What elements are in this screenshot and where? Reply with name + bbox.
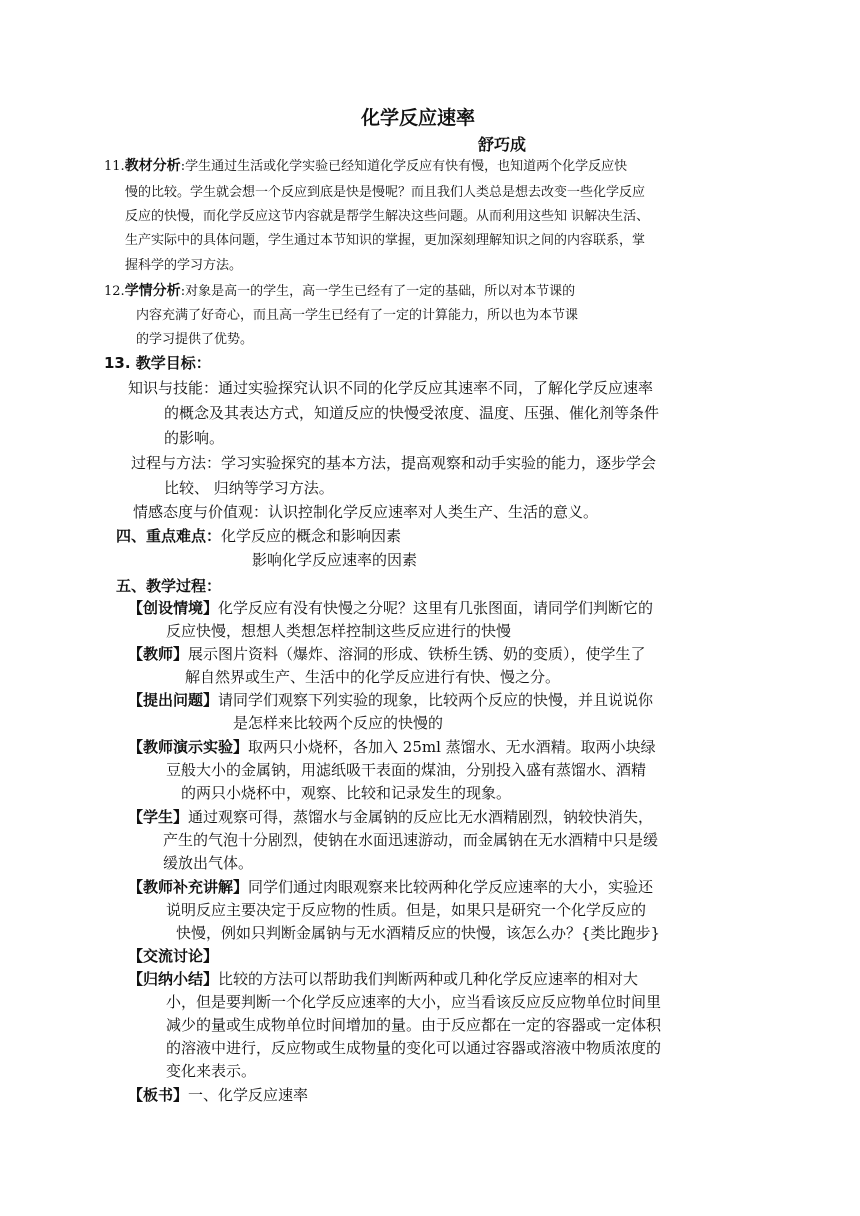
block-summary-line-1 [128,968,638,991]
block-demo-line-3: 的两只小烧杯中，观察、比较和记录发生的现象。 [181,784,512,802]
block-board-tag: 【板书】 [128,1086,189,1104]
block-demo-tag: 【教师演示实验】 [128,738,249,756]
block-demo-text: 取两只小烧杯，各加入 25ml 蒸馏水、无水酒精。取两小块绿 [248,738,656,756]
block-student-line-3: 缓放出气体。 [163,854,254,872]
section-12-number: 12. [104,284,125,299]
block-student-tag: 【学生】 [128,808,189,826]
block-board-text: 一、化学反应速率 [188,1086,309,1104]
section-4-line-2: 影响化学反应速率的因素 [252,551,418,569]
section-11-line-1 [104,156,627,177]
section-12-line-3: 的学习提供了优势。 [136,332,254,347]
section-13-line-6: 情感态度与价值观：认识控制化学反应速率对人类生产、生活的意义。 [133,503,599,521]
block-question-line-2: 是怎样来比较两个反应的快慢的 [233,714,444,732]
block-explain-tag: 【教师补充讲解】 [128,878,249,896]
section-11-text: :学生通过生活或化学实验已经知道化学反应有快有慢，也知道两个化学反应快 [180,159,628,174]
block-summary-tag: 【归纳小结】 [128,970,219,988]
section-11-line-5: 握科学的学习方法。 [125,258,243,273]
block-summary-line-2: 小，但是要判断一个化学反应速率的大小，应当看该反应反应物单位时间里 [166,993,662,1011]
block-scenario-text: 化学反应有没有快慢之分呢？这里有几张图面，请同学们判断它的 [218,599,654,617]
block-explain-line-2: 说明反应主要决定于反应物的性质。但是，如果只是研究一个化学反应的 [166,901,647,919]
section-13-line-1: 知识与技能：通过实验探究认识不同的化学反应其速率不同，了解化学反应速率 [128,379,654,397]
section-12-line-1 [104,281,575,302]
author-name: 舒巧成 [478,135,527,154]
block-board-line-1 [128,1084,308,1107]
block-question-line-1 [128,689,653,712]
section-11-line-2: 慢的比较。学生就会想一个反应到底是快是慢呢？而且我们人类总是想去改变一些化学反应 [125,185,646,200]
block-summary-text: 比较的方法可以帮助我们判断两种或几种化学反应速率的相对大 [218,970,639,988]
block-explain-text: 同学们通过肉眼观察来比较两种化学反应速率的大小，实验还 [248,878,654,896]
block-scenario-line-1 [128,597,653,620]
block-scenario-tag: 【创设情境】 [128,599,219,617]
section-13-line-2: 的概念及其表达方式，知道反应的快慢受浓度、温度、压强、催化剂等条件 [164,404,660,422]
section-4-line-1 [116,525,401,548]
section-13-line-3: 的影响。 [164,429,225,447]
block-teacher-tag: 【教师】 [128,645,189,663]
block-demo-line-2: 豆般大小的金属钠，用滤纸吸干表面的煤油，分别投入盛有蒸馏水、酒精 [166,761,647,779]
section-13-line-5: 比较、 归纳等学习方法。 [164,479,334,497]
section-12-text: :对象是高一的学生，高一学生已经有了一定的基础，所以对本节课的 [180,284,576,299]
section-13-heading: 13. 教学目标： [104,354,211,372]
block-question-tag: 【提出问题】 [128,691,219,709]
section-11-heading: 教材分析 [124,158,181,174]
block-explain-line-3: 快慢，例如只判断金属钠与无水酒精反应的快慢，该怎么办？{类比跑步} [176,924,661,942]
block-question-text: 请同学们观察下列实验的现象，比较两个反应的快慢，并且说说你 [218,691,654,709]
block-student-line-2: 产生的气泡十分剧烈，使钠在水面迅速游动，而金属钠在无水酒精中只是缓 [163,831,659,849]
block-teacher-text: 展示图片资料（爆炸、溶洞的形成、铁桥生锈、奶的变质），使学生了 [188,645,646,663]
section-11-number: 11. [104,159,125,174]
block-summary-line-4: 的溶液中进行，反应物或生成物量的变化可以通过容器或溶液中物质浓度的 [166,1039,662,1057]
section-12-line-2: 内容充满了好奇心，而且高一学生已经有了一定的计算能力，所以也为本节课 [136,308,579,323]
block-student-line-1 [128,806,653,829]
block-demo-line-1 [128,736,656,759]
section-12-heading: 学情分析 [124,283,181,299]
section-11-line-3: 反应的快慢，而化学反应这节内容就是帮学生解决这些问题。从而利用这些知 识解决生活、 [125,209,650,224]
block-summary-line-3: 减少的量或生成物单位时间增加的量。由于反应都在一定的容器或一定体积 [166,1016,662,1034]
block-student-text: 通过观察可得，蒸馏水与金属钠的反应比无水酒精剧烈，钠较快消失， [188,808,654,826]
block-discuss-line-1 [128,945,218,968]
section-11-line-4: 生产实际中的具体问题，学生通过本节知识的掌握，更加深刻理解知识之间的内容联系，掌 [125,233,646,248]
block-discuss-tag: 【交流讨论】 [128,947,219,965]
section-13-line-4: 过程与方法：学习实验探究的基本方法，提高观察和动手实验的能力，逐步学会 [131,454,657,472]
block-teacher-line-1 [128,643,646,666]
block-teacher-line-2: 解自然界或生产、生活中的化学反应进行有快、慢之分。 [185,668,561,686]
section-4-heading: 四、重点难点： [116,527,222,545]
block-summary-line-5: 变化来表示。 [166,1062,257,1080]
section-4-text: 化学反应的概念和影响因素 [221,527,402,545]
page-title: 化学反应速率 [361,107,476,129]
block-explain-line-1 [128,876,653,899]
section-5-heading: 五、教学过程： [116,577,222,595]
block-scenario-line-2: 反应快慢，想想人类想怎样控制这些反应进行的快慢 [166,622,512,640]
